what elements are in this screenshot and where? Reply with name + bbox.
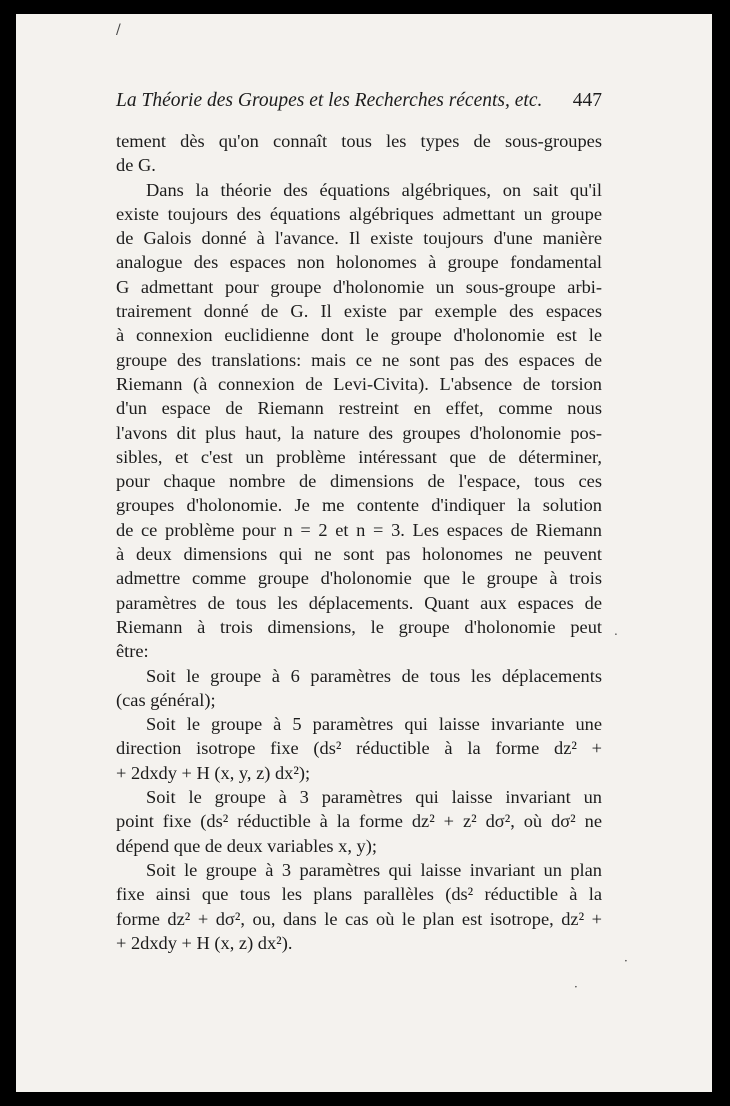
text-line: + 2dxdy + H (x, z) dx²). [116,932,293,953]
text-line: sibles, et c'est un problème intéressant que de déterminer, [116,446,602,467]
text-line: G admettant pour groupe d'holonomie un sous-groupe arbi- [116,276,602,297]
text-line: dépend que de deux variables x, y); [116,835,377,856]
text-line: existe toujours des équations algébriques admettant un groupe [116,203,602,224]
text-line: Riemann à trois dimensions, le groupe d'holonomie peut [116,616,602,637]
text-line: groupe des translations: mais ce ne sont pas des espaces de [116,349,602,370]
text-line: + 2dxdy + H (x, y, z) dx²); [116,762,311,783]
text-line: pour chaque nombre de dimensions de l'espace, tous ces [116,471,602,492]
text-line: analogue des espaces non holonomes à groupe fondamental [116,252,602,273]
text-line: à deux dimensions qui ne sont pas holonomes ne peuvent [116,544,602,565]
stray-dot: . [614,624,618,638]
page-number: 447 [572,90,602,111]
text-line: Soit le groupe à 6 paramètres de tous les déplacements [146,665,602,686]
stray-mark: / [116,22,121,38]
text-line: tement dès qu'on connaît tous les types de sous-groupes [116,131,602,151]
text-line: Soit le groupe à 3 paramètres qui laisse invariant un plan [146,859,602,880]
text-line: l'avons dit plus haut, la nature des groupes d'holonomie pos- [116,422,602,443]
text-line: admettre comme groupe d'holonomie que le groupe à trois [116,568,602,589]
stray-dot: · [574,980,578,994]
text-line: Soit le groupe à 5 paramètres qui laisse invariante une [146,714,602,735]
text-line: Soit le groupe à 3 paramètres qui laisse invariant un [146,787,602,808]
stray-dot: · [624,954,628,968]
text-line: de ce problème pour n = 2 et n = 3. Les espaces de Riemann [116,519,602,540]
text-line: (cas général); [116,689,216,710]
text-line: de Galois donné à l'avance. Il existe toujours d'une manière [116,228,602,249]
header-title: La Théorie des Groupes et les Recherches récents, etc. [116,90,543,111]
book-page [16,14,712,1092]
text-line: trairement donné de G. Il existe par exemple des espaces [116,301,602,322]
text-line: point fixe (ds² réductible à la forme dz² + z² dσ², où dσ² ne [116,811,602,832]
text-line: groupes d'holonomie. Je me contente d'indiquer la solution [116,495,602,516]
text-line: d'un espace de Riemann restreint en effet, comme nous [116,398,602,419]
running-header [116,90,602,112]
page-body-text [116,129,602,955]
text-line: de G. [116,155,156,176]
text-line: fixe ainsi que tous les plans parallèles (ds² réductible à la [116,884,602,905]
text-line: direction isotrope fixe (ds² réductible à la forme dz² + [116,738,602,759]
text-line: Dans la théorie des équations algébriques, on sait qu'il [146,179,602,200]
text-line: forme dz² + dσ², ou, dans le cas où le plan est isotrope, dz² + [116,908,602,929]
text-line: à connexion euclidienne dont le groupe d'holonomie est le [116,325,602,346]
text-line: Riemann (à connexion de Levi-Civita). L'absence de torsion [116,373,602,394]
text-line: être: [116,641,149,662]
text-line: paramètres de tous les déplacements. Quant aux espaces de [116,592,602,613]
